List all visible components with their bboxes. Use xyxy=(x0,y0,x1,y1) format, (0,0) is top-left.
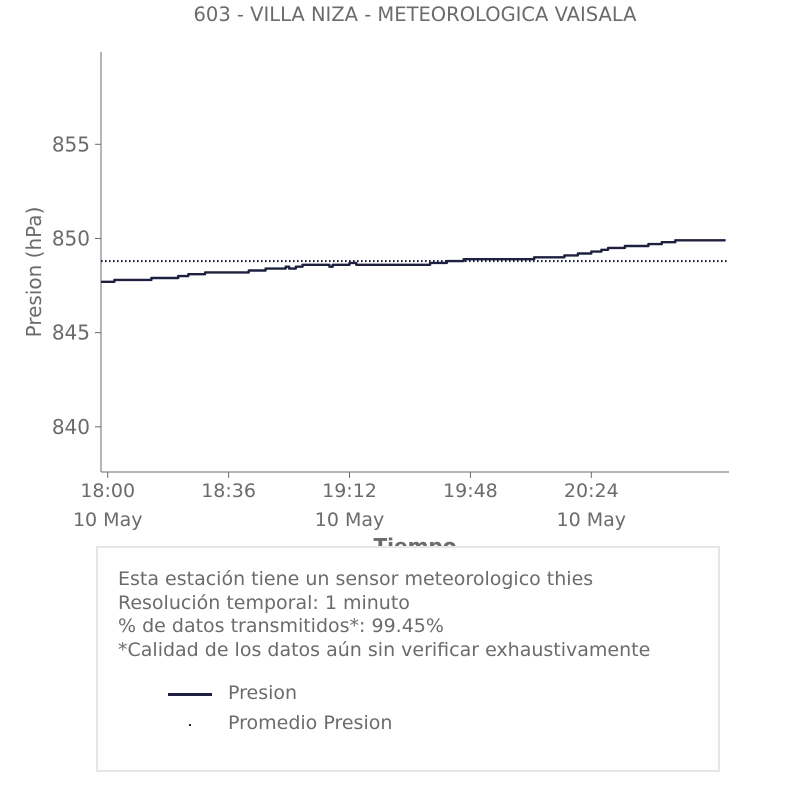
legend-label-presion: Presion xyxy=(228,682,298,704)
info-line-transmitted: % de datos transmitidos*: 99.45% xyxy=(118,615,444,637)
x-tick-date-label: 10 May xyxy=(314,509,385,531)
y-axis-label: Presion (hPa) xyxy=(22,206,46,338)
info-legend-box xyxy=(96,546,720,772)
x-tick-label: 19:48 xyxy=(443,480,498,502)
y-tick-label: 855 xyxy=(51,132,90,157)
info-line-sensor: Esta estación tiene un sensor meteorologico thies xyxy=(118,568,594,590)
legend xyxy=(168,680,568,740)
x-tick-date-label: 10 May xyxy=(72,509,143,531)
legend-label-promedio: Promedio Presion xyxy=(228,712,393,734)
info-line-resolution: Resolución temporal: 1 minuto xyxy=(118,591,410,614)
x-tick-label: 19:12 xyxy=(322,480,377,502)
legend-dot-swatch xyxy=(189,724,191,726)
x-tick-label: 18:00 xyxy=(80,480,136,502)
info-text xyxy=(118,568,650,662)
legend-item-presion xyxy=(168,680,568,710)
y-tick-label: 840 xyxy=(51,414,90,439)
info-line-quality: *Calidad de los datos aún sin verificar exhaustivamente xyxy=(118,638,651,661)
legend-line-swatch xyxy=(168,693,212,696)
x-tick-label: 20:24 xyxy=(563,480,619,502)
x-tick-label: 18:36 xyxy=(201,480,256,502)
x-tick-date-label: 10 May xyxy=(556,509,627,531)
y-tick-label: 845 xyxy=(51,320,90,345)
chart-title: 603 - VILLA NIZA - METEOROLOGICA VAISALA xyxy=(193,3,637,26)
legend-item-promedio xyxy=(168,710,568,740)
y-tick-label: 850 xyxy=(51,226,90,251)
